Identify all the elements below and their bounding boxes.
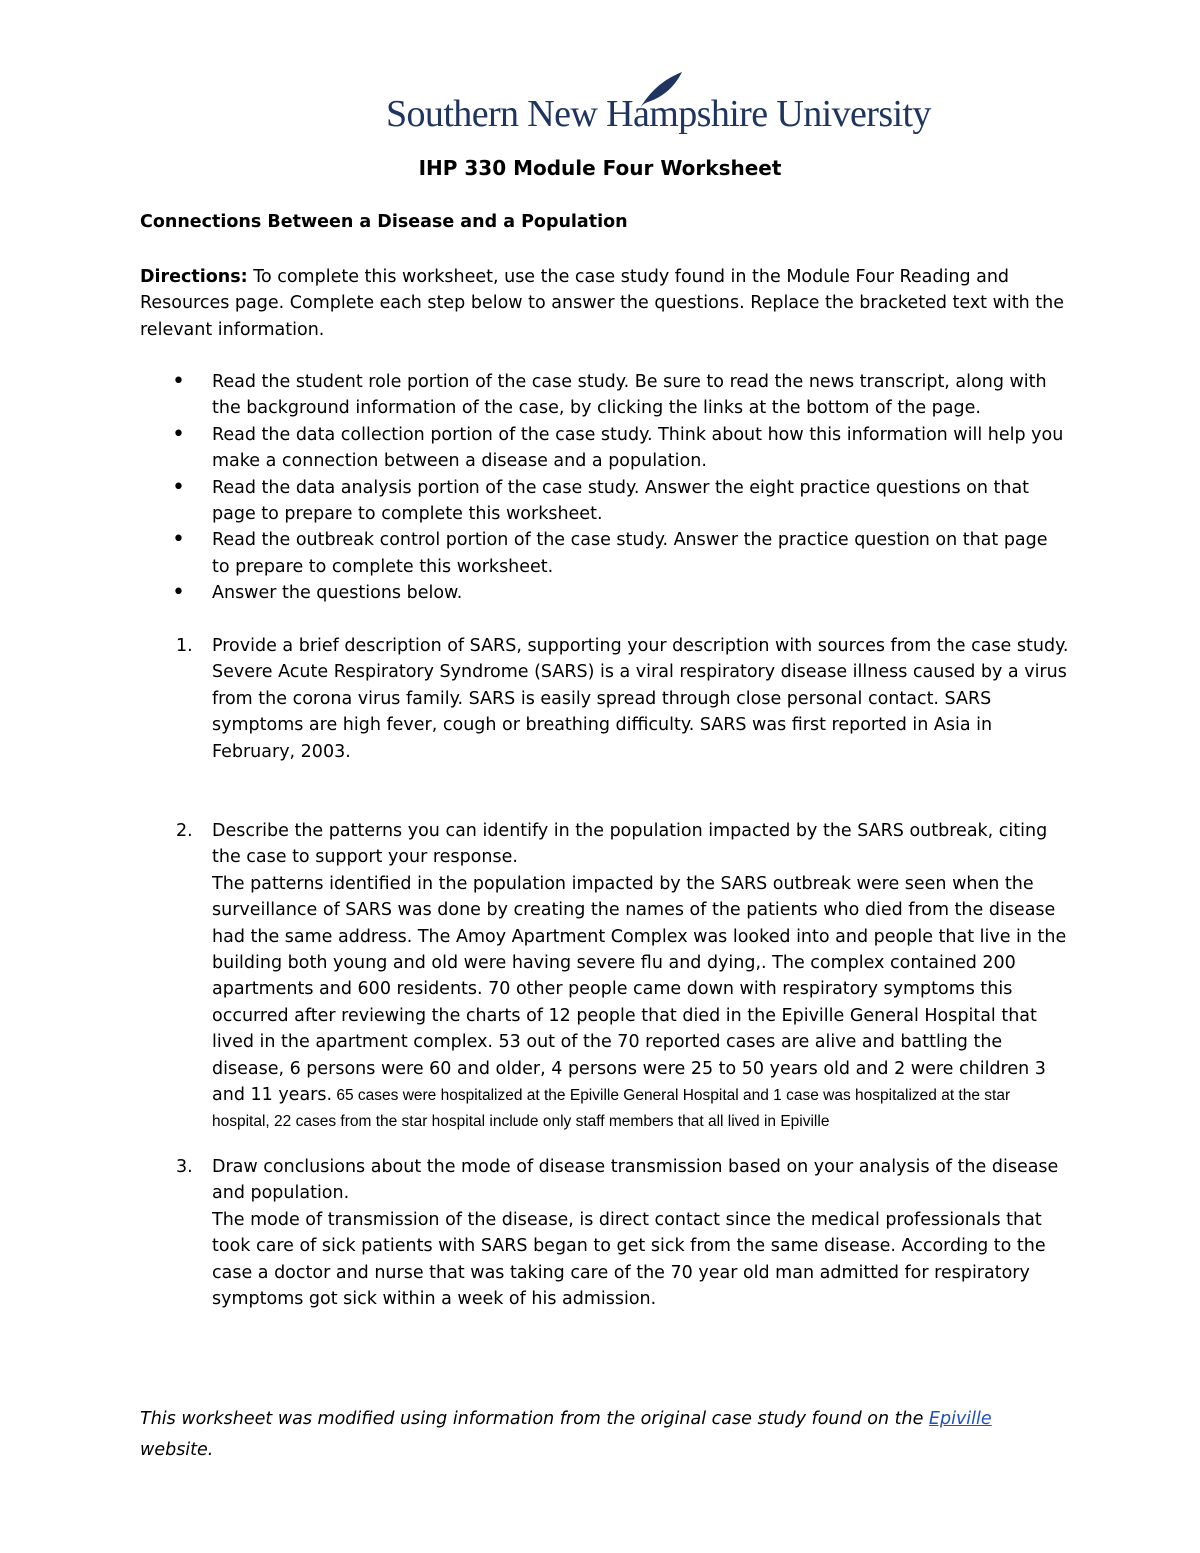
answer-text: The patterns identified in the population impacted by the SARS outbreak were seen when the surveillance of SARS was done by creating the names of the patients who died from the disease had the same address. The Amoy Apartment Complex was looked into and people that live in the building both young and old were having severe flu and dying,. The complex contained 200 apartments and 600 residents. 70 other people came down with respiratory symptoms this occurred after reviewing the charts of 12 people that died in the Epiville General Hospital that lived in the apartment complex. 53 out of the 70 reported cases are alive and battling the disease, 6 persons were 60 and older, 4 persons were 25 to 50 years old and 2 were children 3 and 11 years. [212,873,1067,1106]
answer-text-small: 65 cases were hospitalized at the Epiville General Hospital and 1 case was hospitalized at the star hospital, 22 cases from the star hospital include only staff members that all lived in Epiville [212,1087,1011,1131]
question-number: 3. [176,1157,193,1177]
question-prompt: Describe the patterns you can identify in the population impacted by the SARS outbreak, citing the case to support your response. [212,821,1048,868]
instruction-item: • Read the student role portion of the case study. Be sure to read the news transcript, along with the background information of the case, by clicking the links at the bottom of the page. [140,369,1070,422]
question-prompt: Draw conclusions about the mode of disease transmission based on your analysis of the disease and population. [212,1157,1059,1204]
instruction-item: • Read the data analysis portion of the case study. Answer the eight practice questions on that page to prepare to complete this worksheet. [140,475,1070,528]
question-number: 1. [176,636,193,656]
instruction-item: • Answer the questions below. [140,580,1070,606]
instruction-item: • Read the outbreak control portion of the case study. Answer the practice question on that page to prepare to complete this worksheet. [140,527,1070,580]
footer-text-after: website. [140,1440,214,1460]
question-number: 2. [176,821,193,841]
question-answer: The mode of transmission of the disease, is direct contact since the medical professionals that took care of sick patients with SARS began to get sick from the same disease. According to the case a doctor and nurse that was taking care of the 70 year old man admitted for respiratory symptoms got sick within a week of his admission. [212,1209,1046,1310]
university-name: Southern New Hampshire University [386,93,931,135]
question-2 [140,818,1070,1135]
footer-text-before: This worksheet was modified using information from the original case study found on the [140,1409,929,1429]
directions-label: Directions: [140,267,248,287]
directions-paragraph [140,264,1070,343]
question-3 [140,1154,1070,1312]
epiville-link[interactable]: Epiville [928,1409,992,1429]
footer-note [140,1404,1070,1466]
directions-text: To complete this worksheet, use the case study found in the Module Four Reading and Resources page. Complete each step below to answer the questions. Replace the bracketed text with the relevant information. [140,267,1065,340]
instruction-list [140,369,1070,607]
question-1 [140,633,1070,765]
question-answer: Severe Acute Respiratory Syndrome (SARS) is a viral respiratory disease illness caused by a virus from the corona virus family. SARS is easily spread through close personal contact. SARS symptoms are high fever, cough or breathing difficulty. SARS was first reported in Asia in February, 2003. [212,662,1067,762]
section-subtitle: Connections Between a Disease and a Population [140,212,628,232]
question-answer [212,871,1070,1135]
question-prompt: Provide a brief description of SARS, supporting your description with sources from the case study. [212,636,1069,656]
instruction-item: • Read the data collection portion of the case study. Think about how this information will help you make a connection between a disease and a population. [140,422,1070,475]
university-logo [386,70,931,140]
page-title: IHP 330 Module Four Worksheet [418,156,782,180]
